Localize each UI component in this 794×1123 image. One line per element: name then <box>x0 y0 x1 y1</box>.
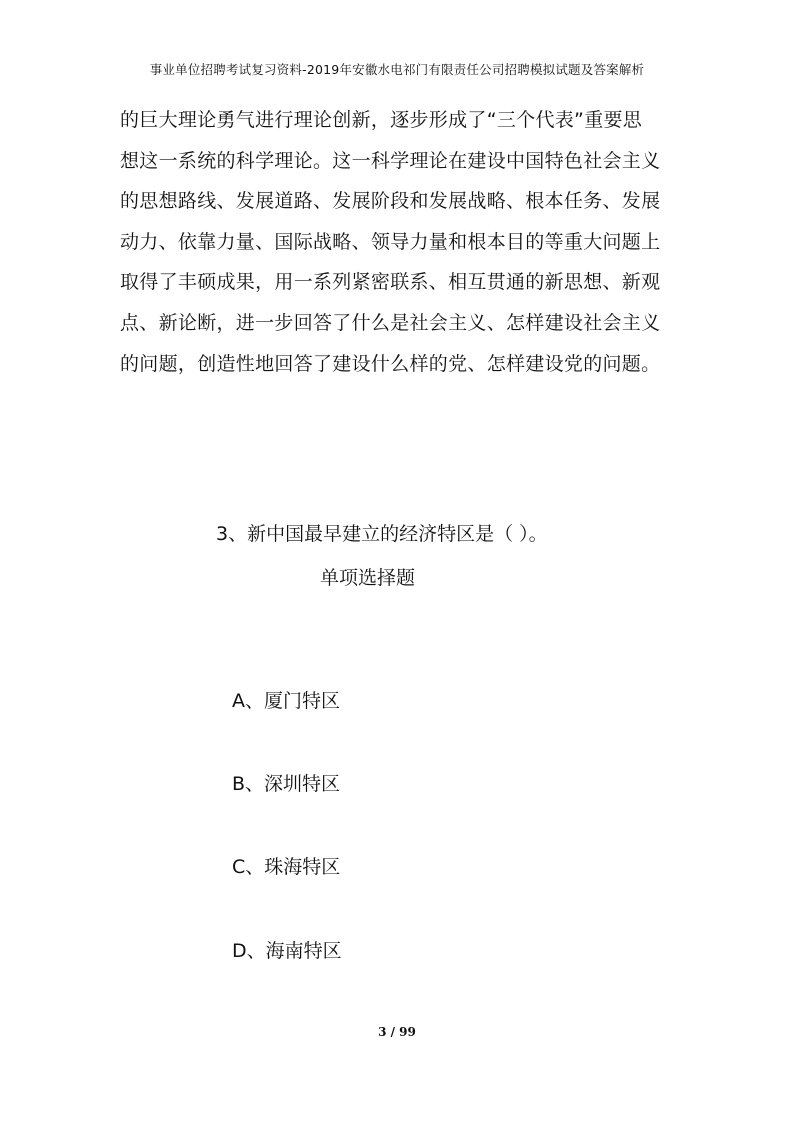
question-text: 3、新中国最早建立的经济特区是（ ）。 <box>216 523 548 545</box>
paragraph-line: 的思想路线、发展道路、发展阶段和发展战略、根本任务、发展 <box>120 190 661 213</box>
paragraph-line: 取得了丰硕成果，用一系列紧密联系、相互贯通的新思想、新观 <box>120 271 661 294</box>
question-type: 单项选择题 <box>320 567 416 589</box>
paragraph-line: 点、新论断，进一步回答了什么是社会主义、怎样建设社会主义 <box>120 311 661 334</box>
paragraph-line: 的问题，创造性地回答了建设什么样的党、怎样建设党的问题。 <box>120 352 661 375</box>
paragraph-line: 想这一系统的科学理论。这一科学理论在建设中国特色社会主义 <box>120 149 661 172</box>
body-paragraph <box>120 100 685 384</box>
option-a: A、厦门特区 <box>232 690 340 712</box>
paragraph-line: 的巨大理论勇气进行理论创新，逐步形成了“三个代表”重要思 <box>120 109 643 131</box>
option-b: B、深圳特区 <box>232 773 341 795</box>
paragraph-line: 动力、依靠力量、国际战略、领导力量和根本目的等重大问题上 <box>120 230 661 253</box>
option-c: C、珠海特区 <box>232 856 341 878</box>
document-header: 事业单位招聘考试复习资料-2019年安徽水电祁门有限责任公司招聘模拟试题及答案解析 <box>149 62 645 77</box>
option-d: D、海南特区 <box>232 940 342 962</box>
page-number: 3 / 99 <box>378 1025 416 1039</box>
